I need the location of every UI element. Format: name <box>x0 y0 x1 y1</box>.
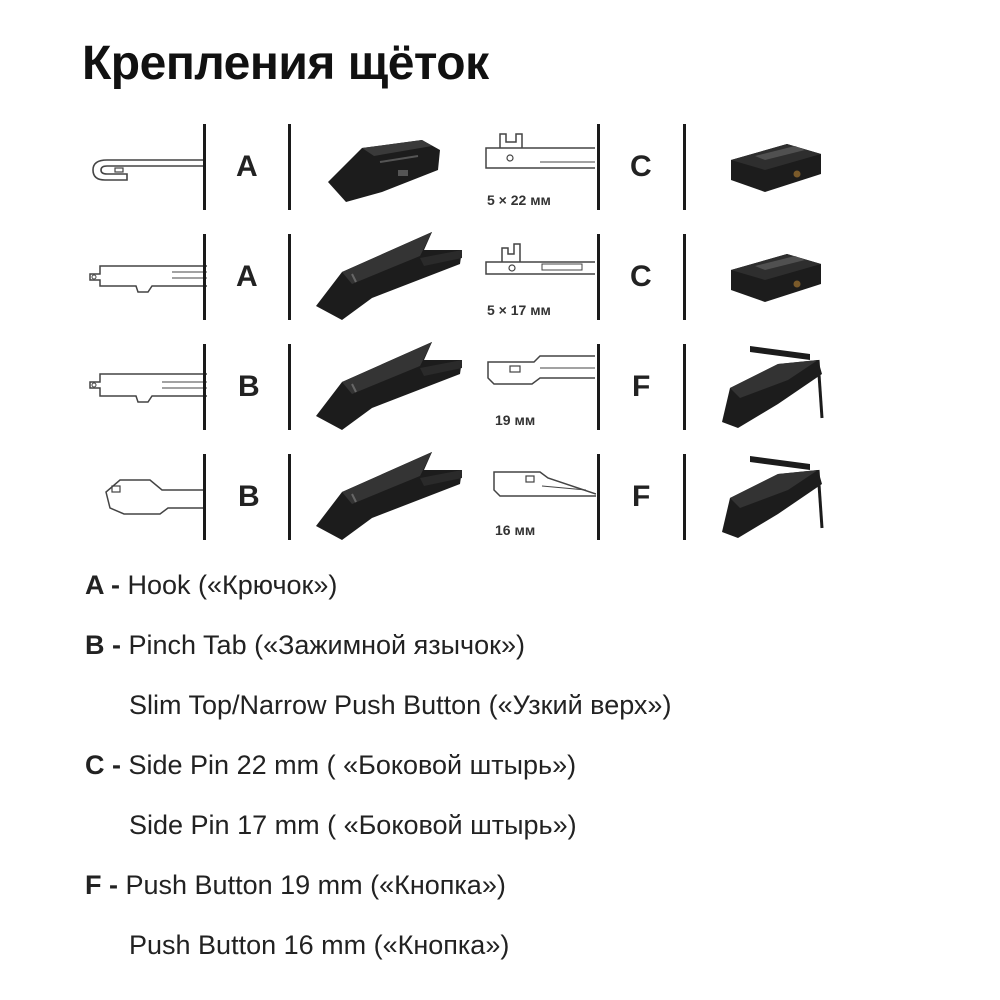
legend-item-c <box>85 750 576 781</box>
legend-item-f-alt <box>129 930 509 961</box>
legend-text: Hook («Крючок») <box>120 570 338 600</box>
attachment-row <box>0 228 1000 324</box>
row-right-letter: F <box>632 480 651 513</box>
legend-text: Side Pin 17 mm ( «Боковой штырь») <box>129 810 577 840</box>
legend-item-f <box>85 870 506 901</box>
legend-text: Slim Top/Narrow Push Button («Узкий верх») <box>129 690 672 720</box>
divider <box>288 454 291 540</box>
divider <box>597 124 600 210</box>
attachment-grid <box>0 118 1000 558</box>
legend-item-a <box>85 570 337 601</box>
row-left-letter: A <box>236 150 258 183</box>
divider <box>203 344 206 430</box>
legend-item-b-alt <box>129 690 671 721</box>
adapter-hook-icon <box>322 130 447 206</box>
divider <box>203 454 206 540</box>
row-left-letter: B <box>238 370 260 403</box>
attachment-row <box>0 118 1000 214</box>
adapter-pinch-tab-icon <box>312 448 467 544</box>
adapter-side-pin-icon <box>725 236 825 306</box>
legend-item-b <box>85 630 525 661</box>
legend-key: F - <box>85 870 118 900</box>
size-label: 16 мм <box>495 522 536 538</box>
push-button-arm-drawing-icon <box>100 470 205 520</box>
hook-arm-drawing-icon <box>85 148 205 188</box>
legend-key: C - <box>85 750 121 780</box>
adapter-push-button-icon <box>718 448 828 543</box>
legend-key: B - <box>85 630 121 660</box>
pinch-tab-arm-drawing-icon <box>82 366 207 406</box>
legend-text: Push Button 19 mm («Кнопка») <box>118 870 506 900</box>
adapter-pinch-tab-icon <box>312 228 467 324</box>
attachment-row <box>0 448 1000 544</box>
divider <box>288 234 291 320</box>
adapter-push-button-icon <box>718 338 828 433</box>
divider <box>597 234 600 320</box>
divider <box>683 344 686 430</box>
pinch-tab-arm-drawing-icon <box>82 258 207 298</box>
divider <box>597 344 600 430</box>
divider <box>203 234 206 320</box>
side-pin-arm-drawing-icon <box>480 128 595 178</box>
legend-text: Push Button 16 mm («Кнопка») <box>129 930 510 960</box>
size-label: 5 × 17 мм <box>487 302 551 318</box>
divider <box>288 124 291 210</box>
row-right-letter: C <box>630 150 652 183</box>
row-left-letter: A <box>236 260 258 293</box>
divider <box>683 454 686 540</box>
divider <box>597 454 600 540</box>
attachment-row <box>0 338 1000 434</box>
legend-key: A - <box>85 570 120 600</box>
divider <box>683 124 686 210</box>
push-button-arm-drawing-icon <box>480 348 595 398</box>
row-left-letter: B <box>238 480 260 513</box>
push-button-arm-drawing-icon <box>486 464 596 504</box>
divider <box>683 234 686 320</box>
adapter-pinch-tab-icon <box>312 338 467 434</box>
legend-text: Side Pin 22 mm ( «Боковой штырь») <box>121 750 577 780</box>
legend-item-c-alt <box>129 810 577 841</box>
row-right-letter: F <box>632 370 651 403</box>
size-label: 19 мм <box>495 412 536 428</box>
legend-text: Pinch Tab («Зажимной язычок») <box>121 630 525 660</box>
size-label: 5 × 22 мм <box>487 192 551 208</box>
page-title: Крепления щёток <box>82 37 489 90</box>
row-right-letter: C <box>630 260 652 293</box>
divider <box>203 124 206 210</box>
adapter-side-pin-icon <box>725 126 825 196</box>
side-pin-arm-drawing-icon <box>480 238 595 288</box>
divider <box>288 344 291 430</box>
